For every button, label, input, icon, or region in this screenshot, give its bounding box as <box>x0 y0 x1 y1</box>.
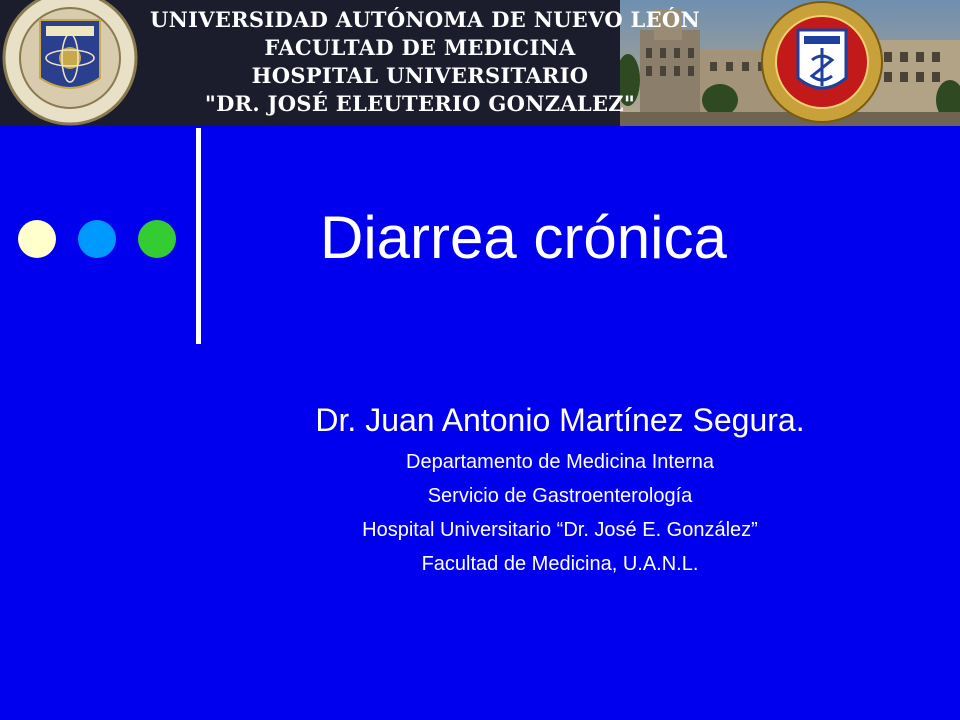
title-divider-line <box>196 128 201 344</box>
dot-green-icon <box>138 220 176 258</box>
header-institution-text <box>150 6 700 118</box>
header-line-hospital: HOSPITAL UNIVERSITARIO <box>251 63 589 88</box>
header-banner <box>0 0 960 126</box>
author-name: Dr. Juan Antonio Martínez Segura. <box>315 402 805 438</box>
header-line-hospital-name: "DR. JOSÉ ELEUTERIO GONZALEZ" <box>204 91 636 116</box>
uanl-seal-left <box>0 0 150 126</box>
dot-blue-icon <box>78 220 116 258</box>
dot-cream-icon <box>18 220 56 258</box>
affiliation-service: Servicio de Gastroenterología <box>427 485 693 507</box>
header-line-faculty: FACULTAD DE MEDICINA <box>264 35 576 60</box>
header-line-university: UNIVERSIDAD AUTÓNOMA DE NUEVO LEÓN <box>150 7 700 32</box>
affiliation-department: Departamento de Medicina Interna <box>406 451 714 473</box>
affiliation-faculty: Facultad de Medicina, U.A.N.L. <box>421 553 699 575</box>
slide-subtitle <box>200 395 920 581</box>
medicine-faculty-seal-right <box>740 0 890 126</box>
slide-title: Diarrea crónica <box>320 204 727 271</box>
affiliation-hospital: Hospital Universitario “Dr. José E. González” <box>362 519 758 541</box>
